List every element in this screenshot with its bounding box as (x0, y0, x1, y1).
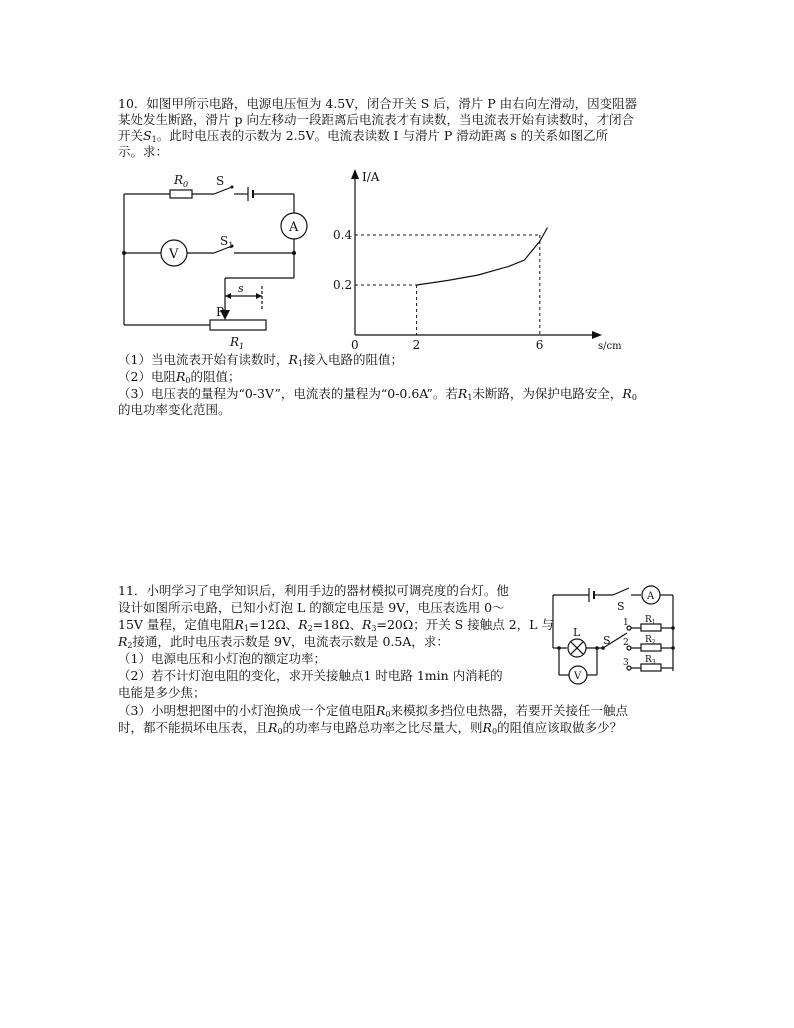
svg-text:R3 (645, 655, 656, 666)
q10-line-3 (118, 128, 608, 144)
q10-slider-p-label: P (216, 305, 225, 319)
q11-ammeter-label: A (647, 591, 655, 602)
q10-sub3-sub: 1 (467, 393, 473, 402)
q10-sub3-r: R (457, 386, 468, 401)
q11-line-7: 电能是多少焦； (118, 685, 206, 700)
q11-r2-label: R (645, 635, 652, 645)
q10-sub2-a: （2）电阻 (118, 369, 176, 384)
q11-l3-a: 15V 量程，定值电阻 (118, 617, 235, 632)
q10-sub1-b: 接入电路的阻值； (302, 352, 403, 367)
q11-voltmeter-label: V (574, 671, 582, 682)
q10-sub3-sub2: 0 (631, 393, 637, 402)
q10-s1-label: S (220, 234, 229, 248)
q11-contact-2: 2 (623, 638, 629, 648)
q10-line-2: 某处发生断路，滑片 p 向左移动一段距离后电流表才有读数，当电流表开始有读数时，才闭合 (118, 112, 634, 127)
q10-ytick-0.2: 0.2 (333, 278, 353, 292)
q11-l3-v3: =20Ω；开关 S 接触点 2，L 与 (376, 617, 554, 632)
q10-resistor-r0 (170, 190, 192, 198)
q10-xtick-2: 2 (412, 338, 421, 352)
q10-sub1-a: （1）当电流表开始有读数时， (118, 352, 289, 367)
q11-line-1: 11．小明学习了电学知识后，利用手边的器材模拟可调亮度的台灯。他 (118, 583, 509, 598)
q11-l3-sub1: 1 (243, 624, 249, 633)
q11-l4-sub: 2 (127, 641, 133, 650)
q11-l9-r: R (268, 720, 278, 735)
q11-r3-label: R (645, 655, 652, 665)
q10-switch-s1-symbol: S (143, 128, 152, 143)
q11-lamp-label: L (573, 626, 581, 639)
q10-ylabel: I/A (362, 170, 380, 184)
q11-r2-sub: 2 (651, 639, 656, 646)
q11-l3-sub3: 3 (371, 624, 377, 633)
q11-l3-v2: =18Ω、 (312, 617, 362, 632)
q10-sub3-b: 未断路，为保护电路安全， (472, 386, 623, 401)
q10-switch-s1-sub: 1 (151, 135, 157, 144)
q10-r1-sub: 1 (239, 342, 245, 351)
q10-sub3-r2: R (622, 386, 632, 401)
q11-l8-r: R (375, 703, 386, 718)
q10-line-3a: 开关 (118, 128, 144, 143)
q11-l3-v1: =12Ω、 (248, 617, 299, 632)
q10-ammeter-label: A (289, 220, 299, 235)
q10-sub-3-cont: 的电功率变化范围。 (118, 402, 231, 417)
q10-sub-3 (118, 386, 637, 402)
q10-sub-1 (118, 352, 403, 368)
q11-l8-b: 来模拟多挡位电热器，若要开关接任一触点 (390, 703, 628, 718)
q10-sub2-sub: 0 (185, 376, 191, 385)
svg-text:R0 (173, 173, 188, 189)
q11-l3-sub2: 2 (307, 624, 313, 633)
q11-r1-sub: 1 (651, 619, 656, 626)
q11-line-9 (118, 720, 622, 736)
q10-rheostat-r1 (210, 320, 266, 330)
q10-xlabel: s/cm (598, 341, 622, 352)
svg-text:R1 (229, 335, 244, 351)
svg-text:R2 (645, 635, 656, 646)
q10-s1-sub: 1 (228, 241, 234, 250)
q10-sub1-sub: 1 (297, 359, 303, 368)
q11-l9-sub2: 0 (491, 727, 498, 736)
q10-line-1: 10．如图甲所示电路，电源电压恒为 4.5V，闭合开关 S 后，滑片 P 由右向左滑动，因变阻器 (118, 96, 638, 111)
q10-sub3-a: （3）电压表的量程为“0-3V”，电流表的量程为“0-0.6A”。若 (118, 386, 458, 401)
q11-line-4 (118, 634, 449, 650)
q10-slider-s-label: s (238, 282, 244, 295)
q11-l9-r2: R (482, 720, 492, 735)
q11-l9-sub: 0 (277, 727, 283, 736)
q10-origin-label: 0 (351, 338, 359, 352)
q11-line-3 (118, 617, 554, 633)
q11-l3-r1: R (234, 617, 244, 632)
q11-l9-a: 时，都不能损坏电压表，且 (118, 720, 269, 735)
q10-line-3b: 。此时电压表的示数为 2.5V。电流表读数 I 与滑片 P 滑动距离 s 的关系如图乙所 (156, 128, 609, 143)
q10-ytick-0.4: 0.4 (333, 228, 353, 242)
q11-l4-r: R (118, 634, 128, 649)
q10-r0-label: R (174, 173, 184, 187)
q10-sub2-r: R (175, 369, 186, 384)
q11-line-8 (118, 703, 628, 719)
q11-contact-1: 1 (623, 618, 629, 628)
q10-xtick-6: 6 (535, 338, 544, 352)
q11-r3-sub: 3 (651, 659, 656, 666)
q11-l9-b: 的功率与电路总功率之比尽量大，则 (282, 720, 483, 735)
q11-switch-top-label: S (617, 600, 625, 613)
q11-l3-r3: R (361, 617, 372, 632)
q10-current-distance-graph (330, 165, 630, 355)
q11-contact-3: 3 (623, 658, 629, 668)
q11-l8-a: （3）小明想把图中的小灯泡换成一个定值电阻 (118, 703, 376, 718)
q10-current-curve (417, 228, 548, 286)
q10-line-4: 示。求： (118, 144, 169, 159)
svg-text:R1 (645, 615, 656, 626)
q10-r1-label: R (230, 335, 240, 349)
q10-sub-2 (118, 369, 240, 385)
q11-line-5: （1）电源电压和小灯泡的额定功率； (118, 651, 326, 666)
q10-voltmeter-label: V (169, 247, 179, 262)
q11-r1-label: R (645, 615, 652, 625)
q10-switch-s-label: S (216, 174, 225, 188)
q11-l8-sub: 0 (385, 710, 391, 719)
q10-circuit-diagram (110, 170, 310, 350)
q11-line-2: 设计如图所示电路，已知小灯泡 L 的额定电压是 9V，电压表选用 0～ (118, 600, 505, 615)
q11-switch-mid-label: S (603, 634, 611, 647)
q11-line-6: （2）若不计灯泡电阻的变化，求开关接触点1 时电路 1min 内消耗的 (118, 668, 503, 683)
q10-sub1-r: R (288, 352, 298, 367)
q11-circuit-diagram (545, 578, 685, 693)
q10-sub2-b: 的阻值； (190, 369, 241, 384)
svg-text:S1 (220, 234, 233, 250)
q11-l9-c: 的阻值应该取做多少？ (497, 720, 623, 735)
q11-l4-b: 接通，此时电压表示数是 9V，电流表示数是 0.5A，求： (132, 634, 449, 649)
q11-l3-r2: R (298, 617, 308, 632)
q10-r0-sub: 0 (183, 180, 189, 189)
